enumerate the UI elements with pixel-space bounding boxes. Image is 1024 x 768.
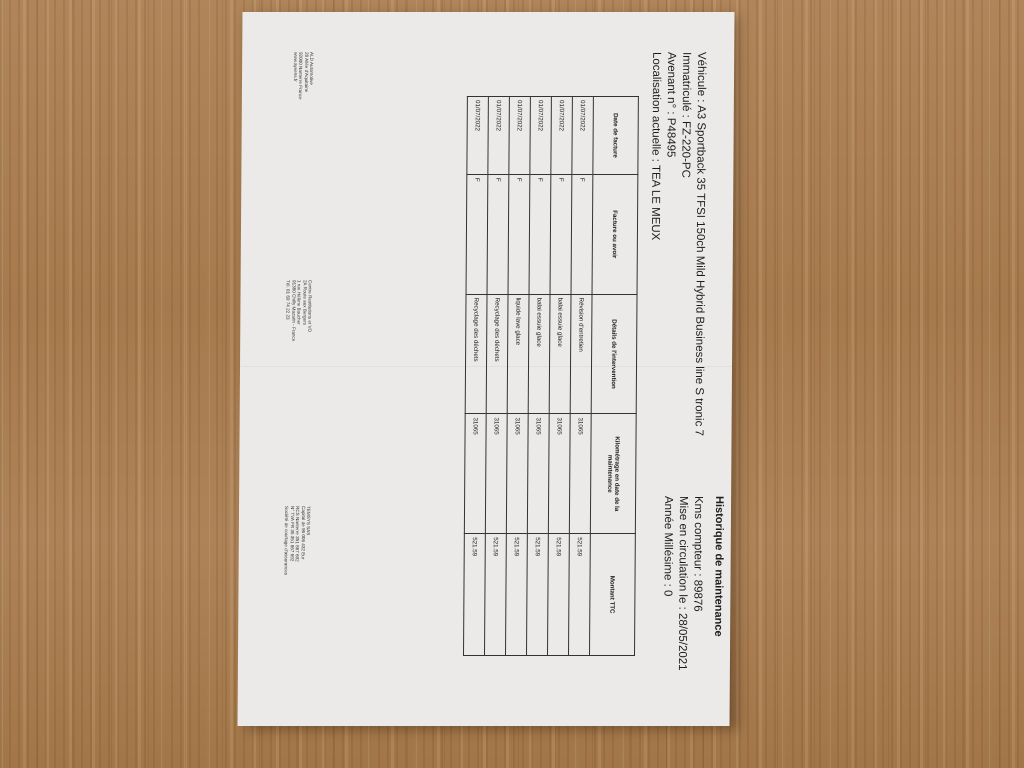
cell-date: 01/07/2022 bbox=[467, 97, 489, 175]
footer-line: Capital de 96 006 432 Eur bbox=[300, 506, 306, 560]
cell-type: F bbox=[508, 174, 530, 294]
cell-amount: 521.59 bbox=[484, 534, 506, 656]
cell-mileage: 31065 bbox=[506, 414, 528, 534]
cell-date: 01/07/2022 bbox=[572, 97, 594, 175]
footer-line: 28 Allée d'Aquitaine bbox=[303, 52, 309, 93]
cell-date: 01/07/2022 bbox=[551, 97, 573, 175]
footer-line: Tél. 01 69 74 22 23 bbox=[285, 280, 291, 320]
header-invoice-type: Facture ou avoir bbox=[592, 174, 638, 294]
footer-line: Centre Restitutions et VO bbox=[307, 280, 313, 333]
document-sheet bbox=[238, 12, 735, 726]
maintenance-table bbox=[463, 96, 639, 656]
cell-amount: 521.59 bbox=[463, 534, 485, 656]
cell-type: F bbox=[466, 174, 488, 294]
header-mileage: Kilométrage en date de la maintenance bbox=[590, 414, 636, 534]
table-row bbox=[484, 97, 509, 656]
cell-date: 01/07/2022 bbox=[509, 97, 531, 175]
footer-line: ALD Automotive bbox=[308, 52, 315, 85]
footer-line: Société de courtage d'assurances bbox=[283, 506, 290, 576]
table-row bbox=[568, 97, 593, 656]
cell-type: F bbox=[487, 174, 509, 294]
cell-details: Révision d'entretien bbox=[570, 294, 592, 414]
cell-amount: 521.59 bbox=[568, 534, 590, 656]
cell-mileage: 31065 bbox=[548, 414, 570, 534]
footer-legal bbox=[284, 506, 312, 575]
table-header-row bbox=[589, 97, 638, 656]
table-row bbox=[463, 97, 488, 656]
table-row bbox=[505, 97, 530, 656]
cell-amount: 521.59 bbox=[547, 534, 569, 656]
header-details: Détails de l'intervention bbox=[591, 294, 637, 414]
footer-line: RCS Nanterre 351 867 692 bbox=[294, 506, 301, 562]
vehicle-stats bbox=[659, 496, 706, 716]
rotated-page bbox=[238, 12, 735, 726]
cell-type: F bbox=[550, 174, 572, 294]
cell-date: 01/07/2022 bbox=[488, 97, 510, 175]
footer-line: 91380 Chilly Mazarin - France bbox=[290, 280, 297, 342]
footer-line: 2A Route aux Bergers bbox=[301, 280, 308, 325]
vehicle-registration: Immatriculé : FZ-220-PC bbox=[679, 52, 693, 178]
cell-mileage: 31065 bbox=[485, 414, 507, 534]
footer-line: 1 rue Hélène Boucher bbox=[296, 280, 302, 325]
registration-date: Mise en circulation le : 28/05/2021 bbox=[675, 496, 690, 671]
footer-line: TEMSYS SAS bbox=[305, 506, 312, 536]
cell-details: balai essuie glace bbox=[528, 294, 550, 414]
cell-type: F bbox=[571, 174, 593, 294]
cell-mileage: 31065 bbox=[527, 414, 549, 534]
header-invoice-date: Date de facture bbox=[593, 97, 639, 175]
vehicle-model: Véhicule : A3 Sportback 35 TFSI 150ch Mild Hybrid Business line S tronic 7 bbox=[692, 52, 708, 436]
table-row bbox=[526, 97, 551, 656]
cell-mileage: 31065 bbox=[464, 414, 486, 534]
cell-details: balai essuie glace bbox=[549, 294, 571, 414]
cell-details: liquide lave glace bbox=[507, 294, 529, 414]
footer-line: www.ayvens.fr bbox=[292, 52, 298, 82]
odometer: Kms compteur : 89876 bbox=[691, 496, 705, 612]
footer-line: 92000 Nanterre France bbox=[298, 52, 304, 100]
cell-type: F bbox=[529, 174, 551, 294]
header-amount: Montant TTC bbox=[589, 534, 635, 656]
vehicle-info bbox=[645, 52, 708, 472]
cell-mileage: 31065 bbox=[569, 414, 591, 534]
model-year: Année Millésime : 0 bbox=[661, 496, 675, 597]
cell-date: 01/07/2022 bbox=[530, 97, 552, 175]
cell-details: Recyclage des déchets bbox=[465, 294, 487, 414]
vehicle-location: Localisation actuelle : TEA LE MEUX bbox=[648, 52, 663, 241]
cell-amount: 521.59 bbox=[505, 534, 527, 656]
table-row bbox=[547, 97, 572, 656]
cell-amount: 521.59 bbox=[526, 534, 548, 656]
vehicle-amendment: Avenant n° : P48495 bbox=[664, 52, 678, 158]
footer-line: N° TVA FR 35 351 867 692 bbox=[289, 506, 295, 562]
footer-company bbox=[292, 52, 314, 100]
document-title: Historique de maintenance bbox=[712, 496, 726, 637]
footer-center-address bbox=[285, 280, 312, 341]
cell-details: Recyclage des déchets bbox=[486, 294, 508, 414]
